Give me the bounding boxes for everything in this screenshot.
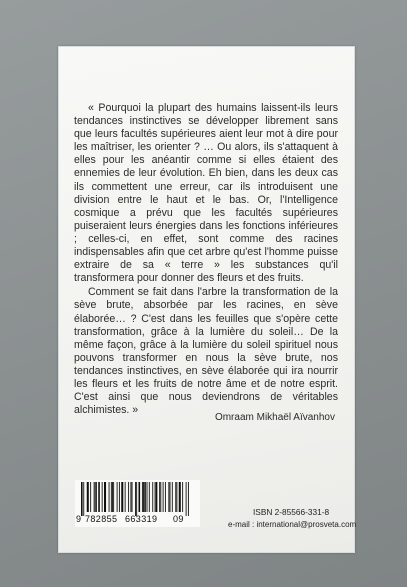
barcode-bar	[182, 482, 183, 512]
barcode-bar	[132, 482, 133, 512]
barcode-bar	[186, 482, 187, 516]
barcode-bar	[139, 482, 141, 512]
barcode-bar	[94, 482, 95, 512]
barcode-addon: 09	[173, 514, 184, 524]
barcode-left-group: 782855	[85, 514, 118, 524]
barcode-bar	[156, 482, 158, 512]
isbn-number: ISBN 2-85566-331-8	[253, 507, 330, 517]
barcode-bar	[113, 482, 114, 512]
barcode-bar	[83, 482, 84, 516]
barcode-lead-digit: 9	[76, 514, 82, 524]
barcode-bar	[142, 482, 143, 512]
barcode-bar	[102, 482, 103, 512]
barcode-bar	[188, 482, 189, 516]
barcode-bar	[125, 482, 126, 512]
quote-block	[74, 102, 338, 417]
barcode-bar	[112, 482, 113, 512]
barcode-bar	[117, 482, 118, 512]
barcode-bar	[159, 482, 160, 512]
barcode-bar	[135, 482, 136, 516]
barcode-bar	[165, 482, 166, 512]
barcode-bar	[95, 482, 96, 512]
barcode-bar	[147, 482, 148, 512]
barcode-bar	[152, 482, 153, 512]
barcode-bar	[90, 482, 91, 512]
barcode-bar	[105, 482, 106, 512]
barcode-bar	[180, 482, 181, 512]
barcode-bar	[175, 482, 176, 512]
barcode-bar	[88, 482, 89, 512]
barcode-bar	[155, 482, 156, 512]
barcode-bar	[160, 482, 161, 512]
barcode-bar	[128, 482, 129, 512]
barcode-bar	[176, 482, 177, 512]
barcode-bar	[122, 482, 123, 512]
barcode-bar	[143, 482, 144, 512]
barcode-bar	[170, 482, 171, 512]
barcode-bar	[81, 482, 83, 516]
barcode-bar	[149, 482, 150, 512]
author-name: Omraam Mikhaël Aïvanhov	[214, 412, 335, 423]
barcode-bar	[111, 482, 112, 512]
barcode-bar	[163, 482, 164, 512]
quote-paragraph-2: Comment se fait dans l'arbre la transformation de la sève brute, absorbée par les racines, en sève élaborée… ? C'est dans les feuilles que s'opère cette transformation, grâce à la lumière du soleil… De la même façon, grâce à la lumière du soleil spirituel nous pouvons transformer en nous la sève brute, nos tendances instinctives, en sève élaborée qui ira nourrir les fleurs et les fruits de notre âme et de notre esprit. C'est ainsi que nous deviendrons de véritables alchimistes. »	[74, 286, 338, 417]
quote-paragraph-1: « Pourquoi la plupart des humains laissent-ils leurs tendances instinctives se développer librement sans que leurs facultés supérieures aient leur mot à dire pour les maîtriser, les orienter ? … Ou alors, ils s'attaquent à elles pour les anéantir comme si elles étaient des ennemies de leur évolution. Eh bien, dans les deux cas ils commettent une erreur, car ils introduisent une division entre le haut et le bas. Or, l'Intelligence cosmique a prévu que les facultés supérieures puiseraient leurs énergies dans les fonctions inférieures ; celles-ci, en effet, sont comme des racines indispensables afin que cet arbre qu'est l'homme puisse extraire de sa « terre » les substances qu'il transformera pour donner des fleurs et des fruits.	[74, 102, 338, 285]
barcode-bar	[172, 482, 173, 512]
barcode-bar	[96, 482, 97, 512]
email-contact: e-mail : international@prosveta.com	[228, 520, 357, 529]
barcode-bar	[130, 482, 131, 512]
barcode-bar	[136, 482, 137, 516]
barcode-bar	[98, 482, 100, 512]
barcode-bar	[144, 482, 146, 512]
barcode-bar	[119, 482, 120, 512]
barcode-bar	[168, 482, 169, 512]
barcode-bar	[109, 482, 110, 512]
barcode-digits	[76, 514, 199, 524]
barcode-right-group: 663319	[125, 514, 158, 524]
barcode	[75, 480, 200, 527]
barcode-bars	[81, 482, 194, 516]
